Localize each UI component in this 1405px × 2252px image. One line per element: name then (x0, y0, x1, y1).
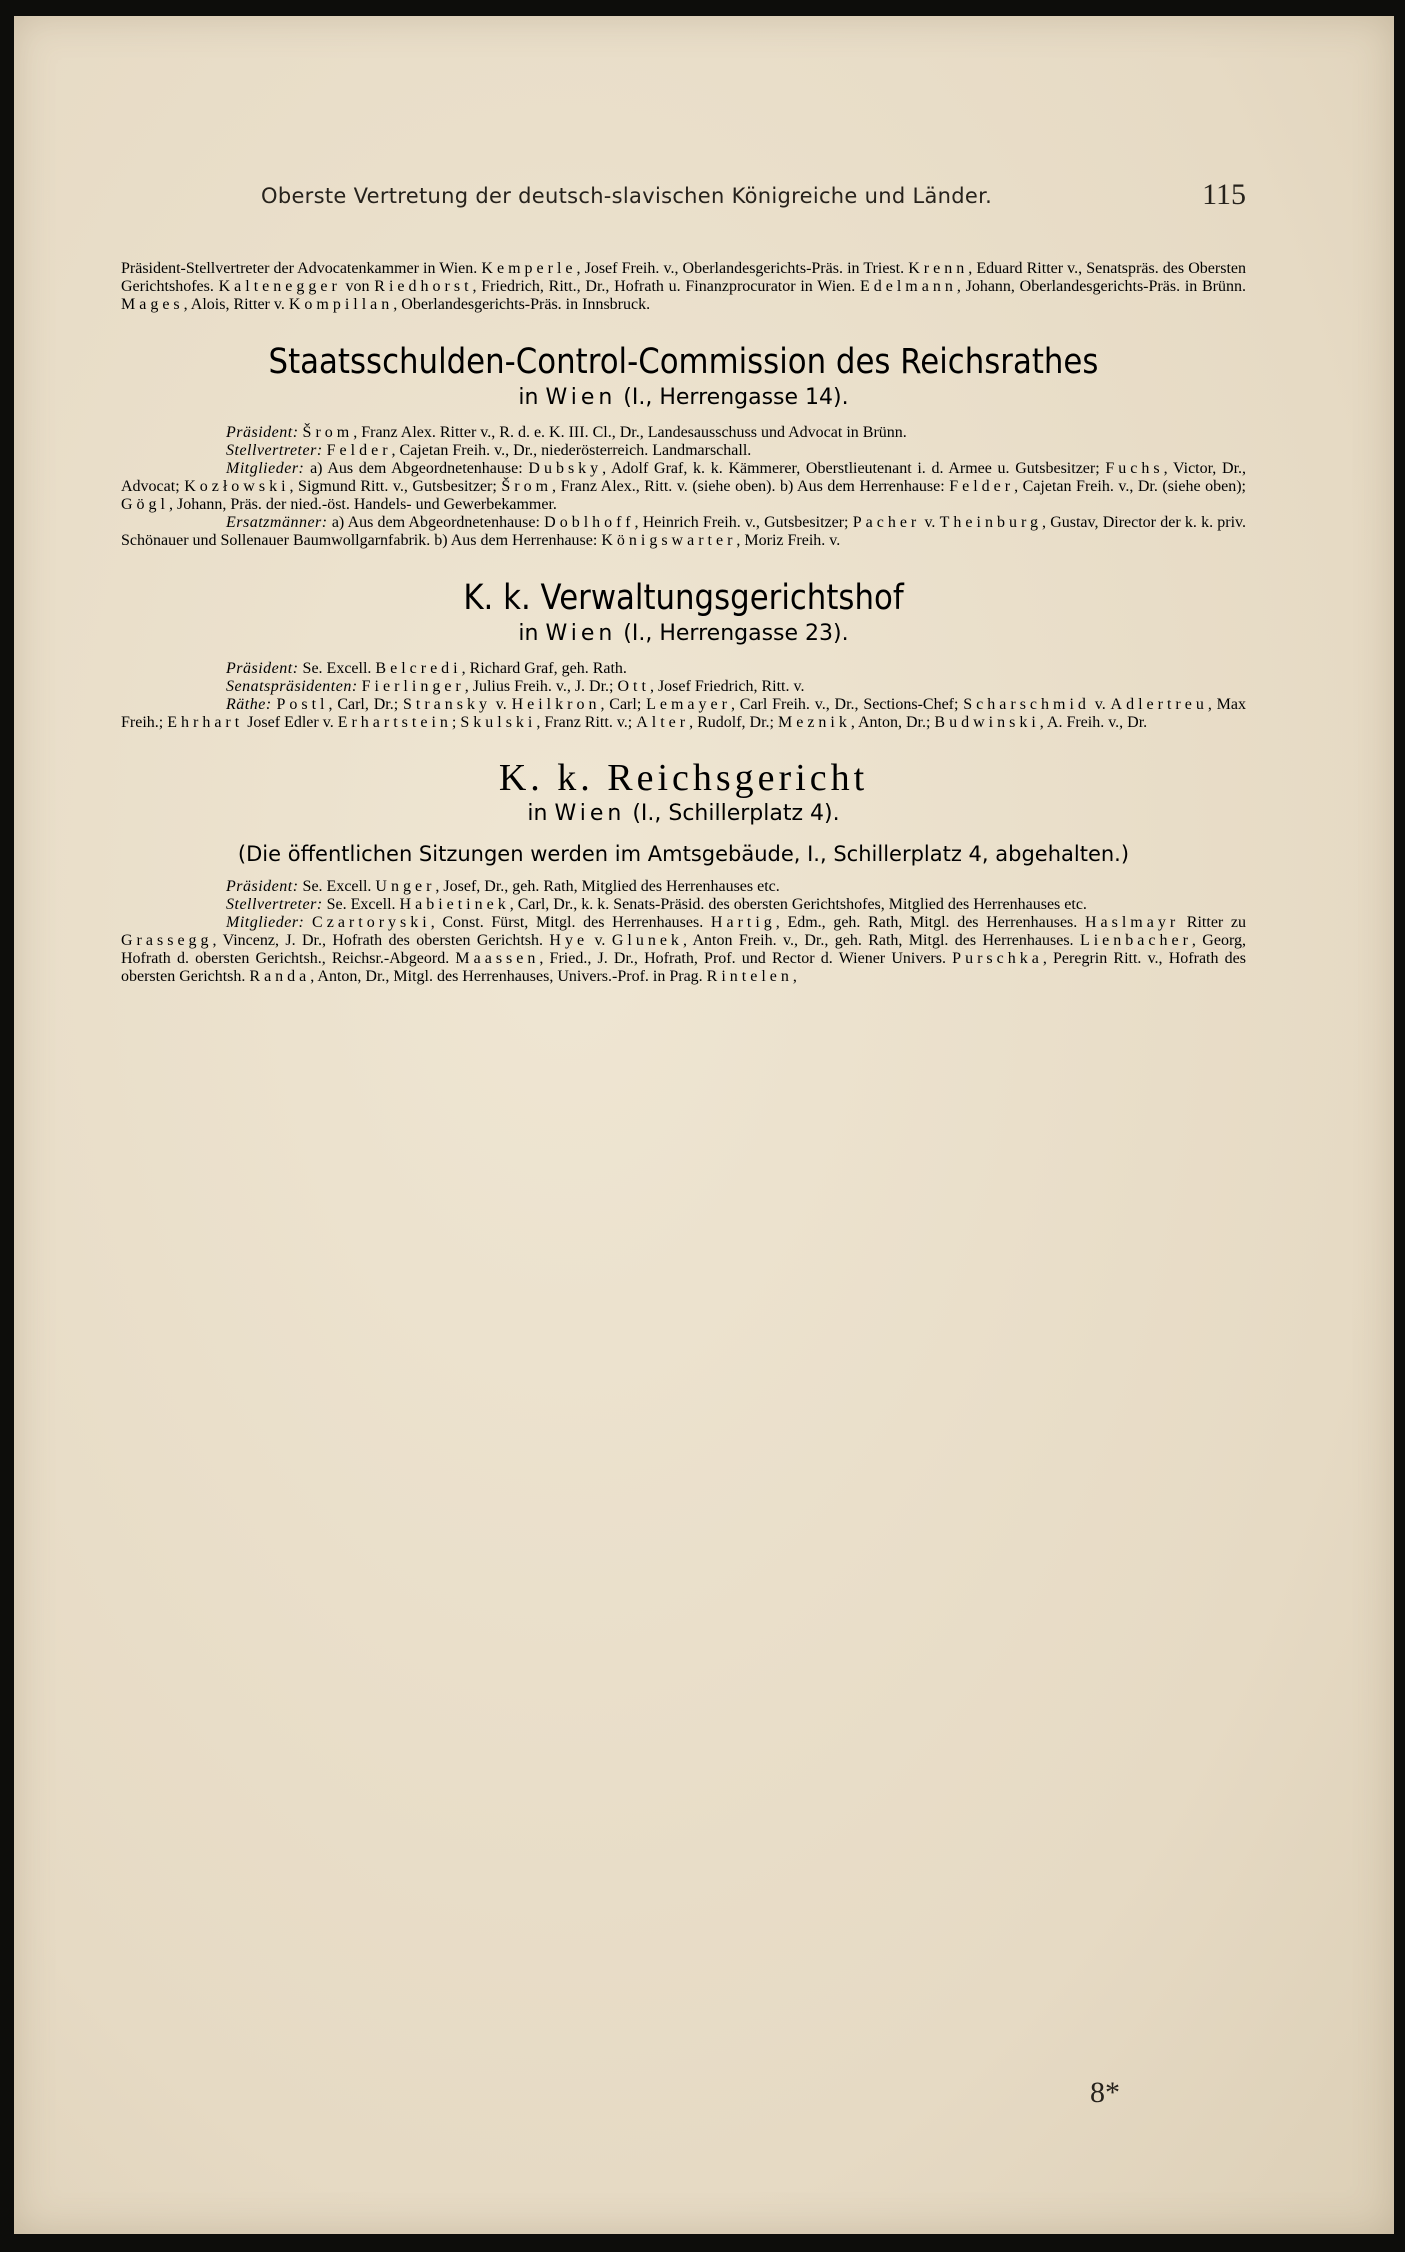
person-name: Scharschmid (963, 696, 1090, 713)
text-run: Josef Edler v. (243, 714, 338, 731)
person-name: Heilkron (511, 696, 601, 713)
text-run: v. (588, 932, 612, 949)
text-run: , Gustav, Director der k. k. priv. Schönauer und Sollenauer Baumwollgarnfabrik. b) Aus dem Herrenhause: (121, 514, 1247, 549)
role-label: Ersatzmänner: (226, 514, 328, 531)
text-run: , Heinrich Freih. v., Gutsbesitzer; (634, 514, 853, 531)
person-name: Mages (121, 296, 184, 313)
entry-mitglieder (121, 460, 1246, 514)
text-run: Ritter zu (1179, 914, 1247, 931)
text-run: Se. Excell. (298, 878, 376, 895)
page-body (121, 260, 1246, 986)
role-label: Präsident: (226, 424, 299, 441)
entry-praesident (121, 424, 1246, 442)
role-label: Stellvertreter: (226, 896, 323, 913)
entry-ersatzmaenner (121, 514, 1246, 550)
text-run: in (518, 621, 546, 646)
person-name: Skulski (460, 714, 537, 731)
person-name: Glunek (611, 932, 683, 949)
role-label: Präsident: (226, 660, 299, 677)
person-name: Lemayer (646, 696, 731, 713)
text-run: , Franz Ritt. v.; (536, 714, 637, 731)
text-run: , Victor, Dr., Advocat; (121, 460, 1247, 495)
person-name: Kemperle (481, 260, 577, 277)
text-run: , Peregrin Ritt. v., Hofrath des obersten Gerichtsh. (121, 950, 1247, 985)
person-name: Adlertreu (1110, 696, 1208, 713)
person-name: Habietinek (399, 896, 510, 913)
person-name: Riedhorst (374, 278, 473, 295)
entry-senatspraesidenten (121, 678, 1246, 696)
text-run: , Franz Alex. Ritter v., R. d. e. K. III. Cl., Dr., Landesausschuss und Advocat in Brünn. (353, 424, 907, 441)
entry-mitglieder (121, 914, 1246, 986)
person-name: Fierlinger (361, 678, 465, 695)
text-run: , Carl, Dr.; (328, 696, 403, 713)
section-title: K. k. Verwaltungsgerichtshof (463, 578, 904, 618)
person-name: Fuchs (1105, 460, 1164, 477)
text-run: , Franz Alex., Ritt. v. (siehe oben). b) Aus dem Herrenhause: (552, 478, 950, 495)
text-run: , Const. Fürst, Mitgl. des Herrenhauses. (430, 914, 711, 931)
text-run: v. (490, 696, 512, 713)
text-run: , Carl; (600, 696, 647, 713)
person-name: Meznik (777, 714, 851, 731)
text-run: , Josef Freih. v., Oberlandesgerichts-Präs. in Triest. (576, 260, 909, 277)
text-run: , A. Freih. v., Dr. (1039, 714, 1148, 731)
section-title: Staatsschulden-Control-Commission des Reichsrathes (268, 342, 1099, 382)
role-label: Senatspräsidenten: (226, 678, 358, 695)
role-label: Stellvertreter: (226, 442, 323, 459)
text-run: , Carl, Dr., k. k. Senats-Präsid. des obersten Gerichtshofes, Mitglied des Herrenhauses etc. (509, 896, 1087, 913)
role-label: Mitglieder: (226, 460, 305, 477)
person-name: Šrom (302, 424, 354, 441)
person-name: Belcredi (375, 660, 462, 677)
person-name: Haslmayr (1084, 914, 1180, 931)
text-run: Se. Excell. (322, 896, 400, 913)
person-name: Pacher (852, 514, 921, 531)
signature-mark: 8* (1090, 2076, 1120, 2109)
entry-stellvertreter (121, 896, 1246, 914)
text-run: ; (451, 714, 461, 731)
text-run: , Alois, Ritter v. (183, 296, 289, 313)
entry-raethe (121, 696, 1246, 732)
text-run: Präsident-Stellvertreter der Advocatenkammer in Wien. (121, 260, 482, 277)
person-name: Kaltenegger (218, 278, 341, 295)
person-name: Krenn (908, 260, 969, 277)
text-run: , (792, 968, 797, 985)
text-run: , Anton Freih. v., Dr., geh. Rath, Mitgl. des Herrenhauses. (682, 932, 1080, 949)
person-name: Theinburg (939, 514, 1042, 531)
text-run: a) Aus dem Abgeordnetenhause: (327, 514, 545, 531)
text-run: , Friedrich, Ritt., Dr., Hofrath u. Finanzprocurator in Wien. (472, 278, 860, 295)
text-run: , Moriz Freih. v. (736, 532, 841, 549)
entry-praesident (121, 878, 1246, 896)
text-run: , Cajetan Freih. v., Dr. (siehe oben); (1014, 478, 1246, 495)
city-name: Wien (554, 801, 626, 826)
person-name: Unger (375, 878, 436, 895)
person-name: Maassen (455, 950, 540, 967)
text-run: Se. Excell. (298, 660, 376, 677)
role-label: Räthe: (226, 696, 272, 713)
person-name: Postl (276, 696, 329, 713)
person-name: Edelmann (859, 278, 957, 295)
role-label: Präsident: (226, 878, 299, 895)
person-name: Ehrhart (167, 714, 244, 731)
text-run: (I., Herrengasse 23). (616, 621, 849, 646)
person-name: Felder (326, 442, 392, 459)
role-label: Mitglieder: (226, 914, 305, 931)
text-run: , Adolf Graf, k. k. Kämmerer, Oberstlieutenant i. d. Armee u. Gutsbesitzer; (602, 460, 1106, 477)
person-name: Felder (949, 478, 1015, 495)
text-run: von (340, 278, 375, 295)
text-run: (I., Herrengasse 14). (616, 385, 849, 410)
text-run: in (527, 801, 555, 826)
text-run: v. (1089, 696, 1111, 713)
text-run: , Johann, Oberlandesgerichts-Präs. in Brünn. (956, 278, 1247, 295)
text-run: , Julius Freih. v., J. Dr.; (464, 678, 618, 695)
person-name: Hartig (710, 914, 776, 931)
text-run: in (518, 385, 546, 410)
text-run: , Richard Graf, geh. Rath. (461, 660, 627, 677)
scanned-page (14, 16, 1394, 2234)
person-name: Czartoryski (312, 914, 431, 931)
entry-praesident (121, 660, 1246, 678)
person-name: Lienbacher (1079, 932, 1192, 949)
text-run: , Edm., geh. Rath, Mitgl. des Herrenhauses. (775, 914, 1085, 931)
person-name: Erhartstein (337, 714, 452, 731)
text-run: , Sigmund Ritt. v., Gutsbesitzer; (289, 478, 502, 495)
text-run: , Oberlandesgerichts-Präs. in Innsbruck. (393, 296, 651, 313)
text-run: , Carl Freih. v., Dr., Sections-Chef; (730, 696, 964, 713)
section-address (121, 620, 1246, 648)
city-name: Wien (545, 385, 617, 410)
person-name: Hye (549, 932, 589, 949)
person-name: Rintelen (706, 968, 793, 985)
text-run: , Max Freih.; (121, 696, 1246, 731)
section-title: K. k. Reichsgericht (498, 757, 869, 799)
text-run: v. (920, 514, 940, 531)
person-name: Ott (617, 678, 650, 695)
intro-paragraph (121, 260, 1246, 314)
text-run: , Anton, Dr.; (850, 714, 935, 731)
person-name: Grassegg (121, 932, 213, 949)
text-run: , Josef, Dr., geh. Rath, Mitglied des Herrenhauses etc. (435, 878, 780, 895)
person-name: Purschka (952, 950, 1043, 967)
person-name: Alter (636, 714, 690, 731)
entry-stellvertreter (121, 442, 1246, 460)
text-run: , Cajetan Freih. v., Dr., niederösterreich. Landmarschall. (391, 442, 752, 459)
person-name: Stransky (402, 696, 491, 713)
text-run: , Anton, Dr., Mitgl. des Herrenhauses, Univers.-Prof. in Prag. (310, 968, 707, 985)
text-run: , Vincenz, J. Dr., Hofrath des obersten Gerichtsh. (212, 932, 550, 949)
city-name: Wien (545, 621, 617, 646)
text-run: , Fried., J. Dr., Hofrath, Prof. und Rector d. Wiener Univers. (539, 950, 953, 967)
page-header (169, 178, 1246, 218)
text-run: (I., Schillerplatz 4). (625, 801, 840, 826)
text-run: , Josef Friedrich, Ritt. v. (649, 678, 805, 695)
text-run: , Eduard Ritter v., Senatspräs. des Obersten Gerichtshofes. (121, 260, 1247, 295)
section-address (121, 800, 1246, 828)
text-run: , Georg, Hofrath d. obersten Gerichtsh., Reichsr.-Abgeord. (121, 932, 1246, 967)
section-note: (Die öffentlichen Sitzungen werden im Amtsgebäude, I., Schillerplatz 4, abgehalten.) (237, 842, 1130, 866)
person-name: Doblhoff (544, 514, 635, 531)
page-number: 115 (1202, 178, 1246, 211)
person-name: Gögl (121, 496, 169, 513)
person-name: Randa (249, 968, 311, 985)
running-head: Oberste Vertretung der deutsch-slavischen Königreiche und Länder. (261, 184, 993, 208)
person-name: Dubsky (528, 460, 603, 477)
section-address (121, 384, 1246, 412)
person-name: Kozłowski (184, 478, 290, 495)
person-name: Königswarter (601, 532, 737, 549)
person-name: Kompillan (288, 296, 394, 313)
text-run: , Rudolf, Dr.; (689, 714, 778, 731)
person-name: Šrom (501, 478, 553, 495)
person-name: Budwinski (934, 714, 1040, 731)
text-run: a) Aus dem Abgeordnetenhause: (304, 460, 529, 477)
text-run: , Johann, Präs. der nied.-öst. Handels- und Gewerbekammer. (169, 496, 557, 513)
